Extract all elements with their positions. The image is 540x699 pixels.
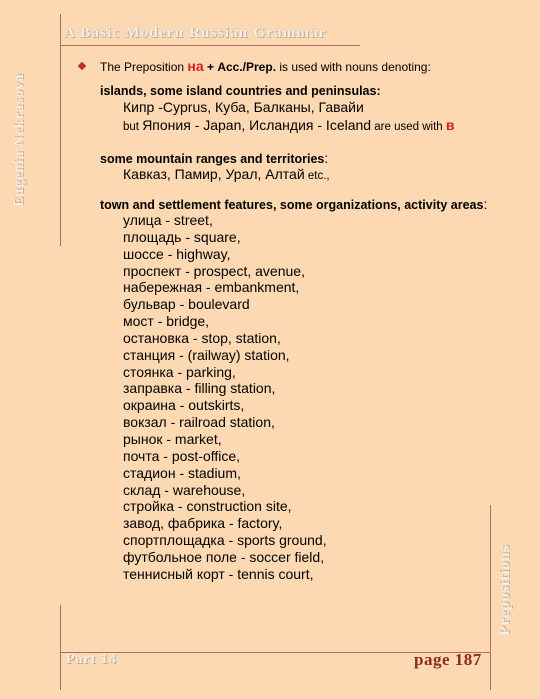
list-item: стадион - stadium, <box>123 464 241 481</box>
list-item: вокзал - railroad station, <box>123 414 275 431</box>
list-item: остановка - stop, station, <box>123 329 281 346</box>
part-label: Part 14 <box>66 652 117 667</box>
list-item: рынок - market, <box>123 430 222 447</box>
page-number: page 187 <box>414 650 482 669</box>
town-features-list <box>123 212 327 583</box>
list-item: площадь - square, <box>123 228 241 245</box>
list-item: станция - (railway) station, <box>123 346 290 363</box>
section-label: Prepositions <box>497 544 513 636</box>
list-item: почта - post-office, <box>123 447 241 464</box>
islands-heading: islands, some island countries and peninsulas: <box>100 84 381 98</box>
preposition-v: в <box>445 117 455 133</box>
islands-examples: Кипр -Cyprus, Куба, Балканы, Гавайи <box>123 99 364 115</box>
list-item: футбольное поле - soccer field, <box>123 548 325 565</box>
islands-exception: but Япония - Japan, Исландия - Iceland are used with в <box>123 117 455 133</box>
list-item: набережная - embankment, <box>123 279 300 296</box>
frame-left-line-top <box>60 14 61 246</box>
list-item: стройка - construction site, <box>123 498 292 515</box>
list-item: спортплощадка - sports ground, <box>123 532 327 549</box>
list-item: стоянка - parking, <box>123 363 236 380</box>
case-label: Acc./Prep. <box>217 60 277 74</box>
preposition-na: на <box>187 58 204 74</box>
list-item: проспект - prospect, avenue, <box>123 262 305 279</box>
bullet-diamond-icon <box>78 62 86 70</box>
town-heading: town and settlement features, some organizations, activity areas: <box>100 196 488 212</box>
list-item: окраина - outskirts, <box>123 397 245 414</box>
mountains-examples: Кавказ, Памир, Урал, Алтай etc., <box>123 166 330 182</box>
intro-sentence: The Preposition на + Acc./Prep. is used with nouns denoting: <box>100 58 431 74</box>
list-item: улица - street, <box>123 212 213 228</box>
list-item: шоссе - highway, <box>123 245 231 262</box>
list-item: заправка - filling station, <box>123 380 276 397</box>
frame-top-line <box>60 45 360 46</box>
list-item: склад - warehouse, <box>123 481 246 498</box>
list-item: бульвар - boulevard <box>123 296 250 313</box>
frame-right-line <box>490 505 491 690</box>
list-item: завод, фабрика - factory, <box>123 515 283 532</box>
frame-left-line-bottom <box>60 605 61 690</box>
author-name: Eugenia Nekrasova <box>12 73 27 207</box>
book-title: A Basic Modern Russian Grammar <box>64 25 327 41</box>
list-item: мост - bridge, <box>123 313 210 330</box>
list-item: теннисный корт - tennis court, <box>123 565 314 582</box>
mountains-heading: some mountain ranges and territories: <box>100 150 329 166</box>
